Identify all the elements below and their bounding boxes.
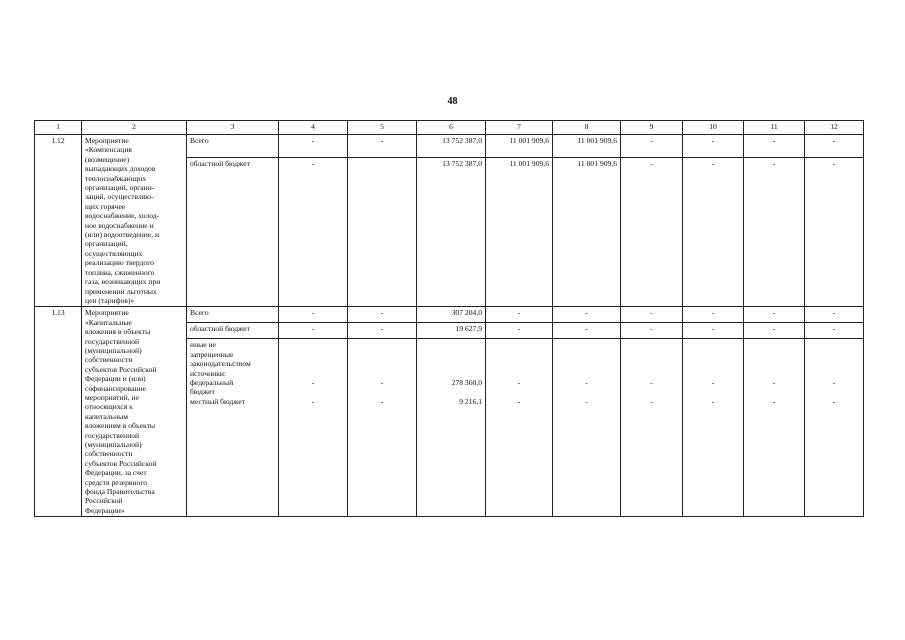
header-cell: 2 xyxy=(82,121,187,135)
sub-value: 9 216,1 xyxy=(459,396,482,406)
text-line: ное водоснабжение и xyxy=(85,220,154,230)
value-cell: - xyxy=(805,307,864,323)
text-line: газа, возникающих при xyxy=(85,277,161,287)
text-line: выпадающих доходов xyxy=(85,164,156,174)
value-cell xyxy=(348,158,417,307)
sub-value: - xyxy=(517,396,521,406)
source-cell xyxy=(187,339,279,517)
measure-name xyxy=(82,135,187,307)
value-cell: 13 752 387,0 xyxy=(417,158,486,307)
text-line: заций, осуществляю- xyxy=(85,192,154,202)
value-cell: - xyxy=(744,135,805,158)
text-line: вложения в объекты xyxy=(85,327,151,337)
sub-value: - xyxy=(311,377,315,387)
text-line: топлива, сжиженного xyxy=(85,267,155,277)
text-line: Федерации» xyxy=(85,505,125,515)
page-number: 48 xyxy=(447,96,458,107)
value-cell: - xyxy=(805,135,864,158)
text-line: государственной xyxy=(85,336,140,346)
sub-value: 278 360,0 xyxy=(451,377,482,387)
text-line: местный бюджет xyxy=(190,396,246,406)
sub-value: - xyxy=(650,396,653,406)
value-cell: - xyxy=(486,323,553,339)
text-line: щих горячее xyxy=(85,201,126,211)
text-line: Мероприятие xyxy=(85,136,129,145)
value-cell xyxy=(683,339,744,517)
value-cell: 11 001 909,6 xyxy=(553,158,621,307)
text-line: федеральный xyxy=(190,377,234,387)
value-cell: - xyxy=(683,323,744,339)
value-cell: - xyxy=(683,158,744,307)
header-cell: 9 xyxy=(621,121,683,135)
text-line: Мероприятие xyxy=(85,308,129,318)
value-cell: - xyxy=(279,323,348,339)
sub-source xyxy=(190,378,275,397)
sub-value: - xyxy=(380,396,384,406)
sub-value: - xyxy=(832,396,836,406)
text-line: реализацию твердого xyxy=(85,258,154,268)
value-cell: - xyxy=(279,158,348,307)
source-cell: областной бюджет xyxy=(187,323,279,339)
value-cell xyxy=(279,339,348,517)
value-cell: - xyxy=(348,307,417,323)
text-line: применении льготных xyxy=(85,286,157,296)
value-cell: - xyxy=(348,323,417,339)
value-cell: 13 752 387,0 xyxy=(417,135,486,158)
sub-value: - xyxy=(772,377,776,387)
text-line: субъектов Российской xyxy=(85,458,157,468)
text-line: собственности xyxy=(85,355,133,365)
text-line: Федерации, за счет xyxy=(85,468,147,478)
sub-value: - xyxy=(772,396,776,406)
budget-table xyxy=(34,120,864,517)
value-cell: - xyxy=(744,307,805,323)
value-cell: - xyxy=(279,307,348,323)
text-line: (возмещение) xyxy=(85,154,130,164)
text-line: (муниципальной) xyxy=(85,440,142,449)
value-cell: - xyxy=(348,135,417,158)
value-cell: - xyxy=(805,323,864,339)
source-cell: Всего xyxy=(187,135,279,158)
value-cell: - xyxy=(279,135,348,158)
value-cell: - xyxy=(744,158,805,307)
text-line: организаций, органи- xyxy=(85,183,155,193)
value-cell xyxy=(417,339,486,517)
value-cell: 11 001 909,6 xyxy=(553,135,621,158)
text-line: бюджет xyxy=(190,387,215,397)
value-cell: - xyxy=(805,158,864,307)
sub-value: - xyxy=(711,377,715,387)
sub-source xyxy=(190,397,275,406)
value-cell: - xyxy=(553,307,621,323)
text-line: организаций, xyxy=(85,239,128,249)
text-line: осуществляющих xyxy=(85,248,143,258)
value-cell: - xyxy=(486,307,553,323)
header-cell: 1 xyxy=(35,121,82,135)
text-line: средств резервного xyxy=(85,477,148,487)
text-line: теплоснабжающих xyxy=(85,173,147,183)
value-cell xyxy=(805,339,864,517)
table-row xyxy=(35,307,864,323)
value-cell: - xyxy=(683,135,744,158)
row-id: 1.13 xyxy=(35,307,82,517)
text-line: собственности xyxy=(85,449,133,459)
text-line: «Капитальные xyxy=(85,317,132,327)
header-cell: 4 xyxy=(279,121,348,135)
value-cell: 11 001 909,6 xyxy=(486,135,553,158)
text-line: цен (тарифов)» xyxy=(85,295,135,305)
sub-value: - xyxy=(585,396,588,406)
value-cell xyxy=(348,339,417,517)
row-id: 1.12 xyxy=(35,135,82,307)
header-cell: 12 xyxy=(805,121,864,135)
text-line: вложениям в объекты xyxy=(85,421,155,431)
value-cell xyxy=(621,339,683,517)
header-cell: 5 xyxy=(348,121,417,135)
source-cell: Всего xyxy=(187,307,279,323)
measure-name xyxy=(82,307,187,517)
header-cell: 11 xyxy=(744,121,805,135)
header-row xyxy=(35,121,864,135)
value-cell: - xyxy=(744,323,805,339)
value-cell: 19 627,9 xyxy=(417,323,486,339)
text-line: законодательством xyxy=(190,359,251,369)
text-line: (или) водоотведение, и xyxy=(85,230,160,240)
text-line: Российской xyxy=(85,496,123,506)
text-line: государственной xyxy=(85,430,140,440)
sub-value: - xyxy=(832,377,836,387)
text-line: иные не xyxy=(190,340,216,350)
text-line: (муниципальной) xyxy=(85,345,142,355)
header-cell: 3 xyxy=(187,121,279,135)
value-cell: - xyxy=(621,158,683,307)
text-line: софинансирование xyxy=(85,383,147,393)
header-cell: 6 xyxy=(417,121,486,135)
sub-value: - xyxy=(711,396,715,406)
value-cell: - xyxy=(621,135,683,158)
value-cell: - xyxy=(553,323,621,339)
value-cell: - xyxy=(621,307,683,323)
header-cell: 10 xyxy=(683,121,744,135)
value-cell xyxy=(486,339,553,517)
text-line: источники: xyxy=(190,368,227,378)
header-cell: 7 xyxy=(486,121,553,135)
text-line: Федерации и (или) xyxy=(85,374,146,384)
source-cell: областной бюджет xyxy=(187,158,279,307)
text-line: запрещенные xyxy=(190,349,234,359)
sub-value: - xyxy=(650,377,653,387)
text-line: относящихся к xyxy=(85,402,133,412)
value-cell xyxy=(744,339,805,517)
text-line: водоснабжение, холод- xyxy=(85,211,160,221)
header-cell: 8 xyxy=(553,121,621,135)
text-line: субъектов Российской xyxy=(85,364,157,374)
sub-value: - xyxy=(380,377,384,387)
sub-value: - xyxy=(517,377,521,387)
value-cell xyxy=(553,339,621,517)
text-line: фонда Правительства xyxy=(85,487,155,497)
text-line: капитальным xyxy=(85,411,129,421)
text-line: «Компенсация xyxy=(85,145,132,155)
value-cell: - xyxy=(683,307,744,323)
table-row xyxy=(35,135,864,158)
value-cell: - xyxy=(621,323,683,339)
value-cell: 307 204,0 xyxy=(417,307,486,323)
value-cell: 11 001 909,6 xyxy=(486,158,553,307)
text-line: мероприятий, не xyxy=(85,392,139,402)
sub-value: - xyxy=(585,377,588,387)
sub-value: - xyxy=(311,396,315,406)
